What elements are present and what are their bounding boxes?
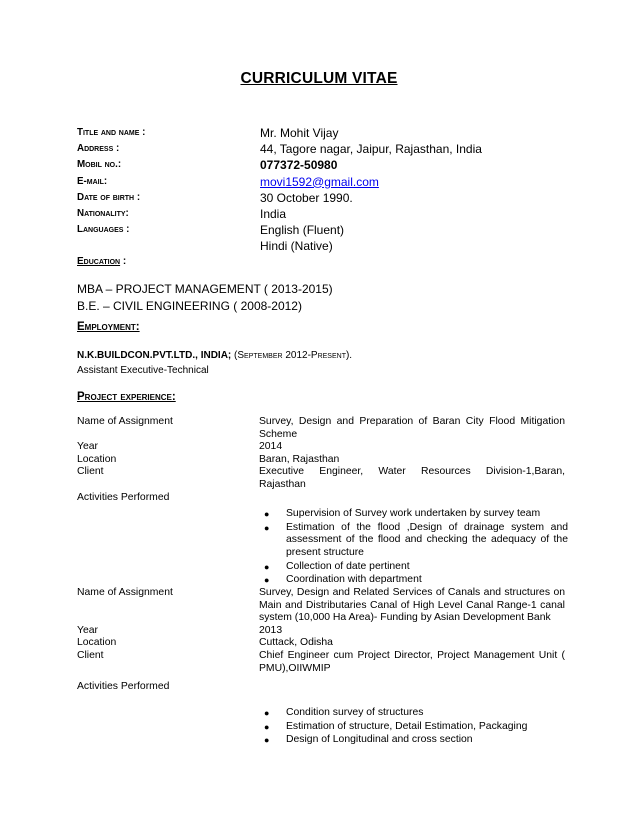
education-line-mba: MBA – PROJECT MANAGEMENT ( 2013-2015): [77, 282, 333, 296]
project-2: [77, 587, 567, 748]
bullet-icon: ●: [264, 561, 270, 572]
label-dob: Date of birth :: [77, 191, 141, 203]
info-row-languages: [77, 222, 482, 238]
project-label: Name of Assignment: [77, 416, 173, 427]
project-activities-row: [77, 707, 567, 748]
project-year: 2014: [259, 441, 283, 453]
list-item: [259, 574, 568, 586]
info-row-dob: [77, 190, 482, 206]
project-client: Executive Engineer, Water Resources Division-1,Baran, Rajasthan: [259, 466, 565, 490]
project-activities-spacer: [259, 681, 565, 694]
project-label: Location: [77, 637, 117, 649]
education-heading-row: [77, 253, 333, 267]
project-label: Activities Performed: [77, 681, 170, 693]
project-year: 2013: [259, 624, 283, 636]
education-line-be: B.E. – CIVIL ENGINEERING ( 2008-2012): [77, 299, 302, 313]
projects-heading-wrap: [77, 391, 176, 403]
employment-heading: Employment:: [77, 321, 140, 333]
activity-text: Design of Longitudinal and cross section: [286, 734, 473, 746]
bullet-icon: ●: [264, 721, 270, 732]
bullet-icon: ●: [264, 735, 270, 746]
bullet-icon: ●: [264, 522, 270, 533]
employment-line: [77, 350, 352, 361]
project-label: Name of Assignment: [77, 587, 173, 598]
project-row: [77, 416, 567, 441]
project-row: [77, 587, 567, 625]
project-row: [77, 625, 567, 638]
project-label: Client: [77, 466, 104, 478]
list-item: [259, 707, 568, 719]
document-title: CURRICULUM VITAE: [240, 70, 398, 87]
bullet-icon: ●: [264, 707, 270, 718]
project-row: [77, 650, 567, 675]
list-item: [259, 522, 568, 559]
project-location: Cuttack, Odisha: [259, 637, 333, 649]
info-row-email: [77, 174, 482, 190]
projects-heading: Project experience:: [77, 391, 176, 403]
activity-text: Estimation of structure, Detail Estimation, Packaging: [286, 720, 528, 732]
label-nationality: Nationality:: [77, 207, 129, 219]
project-label-empty: [77, 707, 259, 748]
project-label-empty: [77, 508, 259, 588]
project-label: Year: [77, 624, 98, 636]
info-row-mobile: [77, 157, 482, 173]
project-label: Year: [77, 441, 98, 453]
activities-list: [259, 508, 568, 588]
value-nationality: India: [260, 206, 287, 221]
employment-section: [77, 321, 352, 376]
project-row: [77, 637, 567, 650]
list-item: [259, 508, 568, 520]
value-name: Mr. Mohit Vijay: [260, 126, 339, 140]
project-1: [77, 416, 567, 588]
value-language-2: Hindi (Native): [260, 239, 333, 254]
bullet-icon: ●: [264, 575, 270, 586]
project-row: [77, 466, 567, 491]
project-row: [77, 492, 567, 505]
education-section: [77, 253, 333, 315]
list-item: [259, 561, 568, 573]
project-label: Client: [77, 649, 104, 661]
activity-text: Coordination with department: [286, 574, 422, 586]
activity-text: Supervision of Survey work undertaken by survey team: [286, 508, 541, 520]
list-item: [259, 721, 568, 733]
project-client: Chief Engineer cum Project Director, Project Management Unit ( PMU),OIIWMIP: [259, 649, 565, 674]
project-label: Activities Performed: [77, 491, 170, 503]
activity-text: Estimation of the flood ,Design of drainage system and assessment of the flood and checking the adequacy of the present structure: [286, 521, 568, 558]
education-heading: Education: [77, 256, 121, 267]
project-row: [77, 454, 567, 467]
project-assignment: Survey, Design and Preparation of Baran City Flood Mitigation Scheme: [259, 416, 565, 440]
value-language-1: English (Fluent): [260, 223, 345, 238]
info-row-nationality: [77, 206, 482, 222]
project-activities-spacer: [259, 492, 565, 505]
value-dob: 30 October 1990.: [260, 190, 353, 205]
info-row-address: [77, 141, 482, 157]
label-email: E-mail:: [77, 175, 108, 187]
value-mobile: 077372-50980: [260, 158, 338, 173]
email-link[interactable]: movi1592@gmail.com: [260, 174, 379, 189]
project-label: Location: [77, 453, 117, 465]
activity-text: Condition survey of structures: [286, 706, 424, 718]
project-activities-row: [77, 508, 567, 588]
info-row-name: [77, 125, 482, 141]
project-assignment: Survey, Design and Related Services of Canals and structures on Main and Distributaries Canal of High Level Canal Range-1 canal system (10,000 Ha Area)- Funding by Asian Development Bank: [259, 587, 565, 624]
project-row: [77, 441, 567, 454]
bullet-icon: ●: [264, 509, 270, 520]
value-address: 44, Tagore nagar, Jaipur, Rajasthan, India: [260, 142, 482, 157]
activities-list: [259, 707, 568, 748]
education-heading-suffix: :: [120, 256, 127, 267]
label-address: Address :: [77, 143, 120, 155]
activity-text: Collection of date pertinent: [286, 560, 410, 572]
personal-info: [77, 125, 482, 255]
project-location: Baran, Rajasthan: [259, 453, 340, 465]
employment-role: Assistant Executive-Technical: [77, 365, 209, 376]
project-row: [77, 681, 567, 694]
employment-period: (September 2012-Present).: [231, 350, 353, 361]
employment-company: N.K.BUILDCON.PVT.LTD., INDIA;: [77, 350, 232, 361]
label-title-name: Title and name :: [77, 127, 146, 138]
list-item: [259, 734, 568, 746]
label-mobile: Mobil no.:: [77, 159, 122, 171]
label-languages: Languages :: [77, 224, 130, 236]
